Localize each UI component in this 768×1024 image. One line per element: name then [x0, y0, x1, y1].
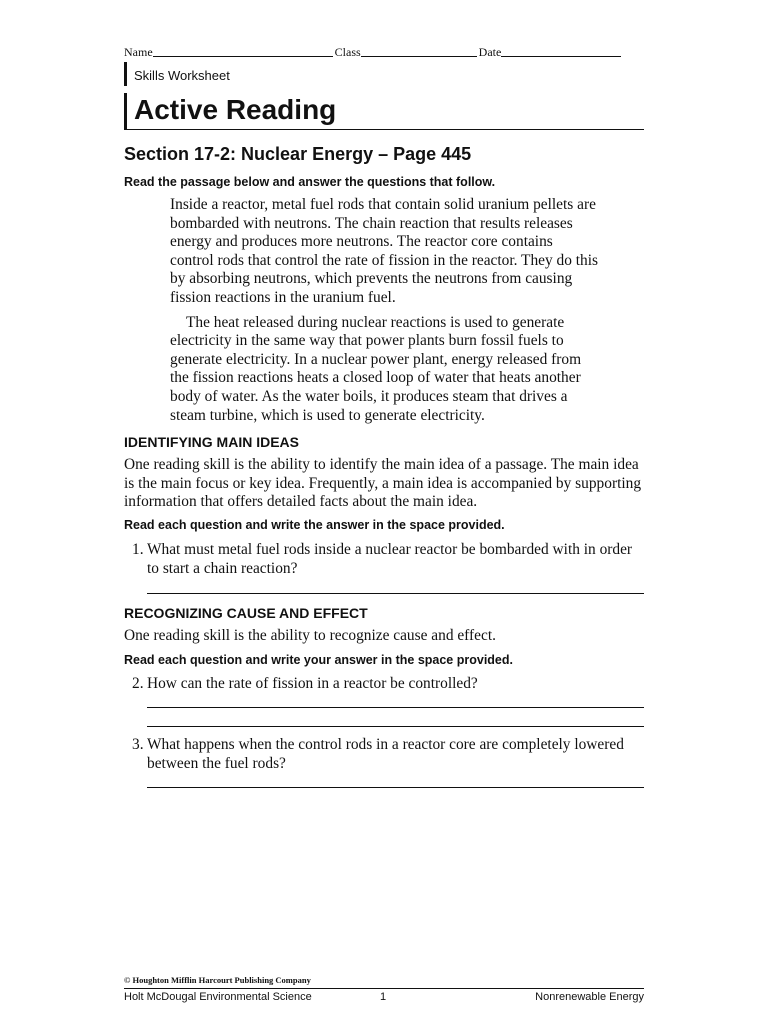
question-2 [124, 675, 644, 694]
section-heading: Section 17-2: Nuclear Energy – Page 445 [124, 144, 472, 164]
passage-paragraph-2: The heat released during nuclear reactions is used to generate electricity in the same way that power plants burn fossil fuels to generate electricity. In a nuclear power plant, energy released from the fission reactions heats a closed loop of water that heats another body of water. As the water boils, it produces steam that drives a steam turbine, which is used to generate electricity. [170, 313, 582, 424]
question-text: What must metal fuel rods inside a nuclear reactor be bombarded with in order to start a chain reaction? [147, 541, 633, 577]
title-bar [124, 93, 644, 130]
page-footer [124, 988, 644, 1007]
question-text: How can the rate of fission in a reactor be controlled? [147, 675, 478, 692]
date-field[interactable] [501, 45, 621, 57]
worksheet-type: Skills Worksheet [124, 62, 230, 86]
cause-effect-body: One reading skill is the ability to recognize cause and effect. [124, 627, 496, 644]
page-title: Active Reading [124, 93, 336, 129]
answer-line-2b[interactable] [147, 726, 644, 727]
answer-line-3[interactable] [147, 787, 644, 788]
cause-effect-heading: RECOGNIZING CAUSE AND EFFECT [124, 605, 368, 621]
name-field[interactable] [153, 45, 333, 57]
date-label: Date [478, 45, 502, 59]
footer-chapter: Nonrenewable Energy [535, 991, 644, 1003]
answer-line-2a[interactable] [147, 707, 644, 708]
main-ideas-body: One reading skill is the ability to identify the main idea of a passage. The main idea is the main focus or key idea. Frequently, a main idea is accompanied by supporting information that offers detailed facts about the main idea. [124, 456, 642, 511]
page-number: 1 [380, 991, 387, 1003]
question-number: 1. [132, 541, 144, 558]
name-class-date-row [124, 45, 644, 60]
name-label: Name [124, 45, 153, 59]
main-ideas-heading: IDENTIFYING MAIN IDEAS [124, 434, 300, 450]
reading-passage [170, 196, 600, 431]
class-field[interactable] [361, 45, 477, 57]
question-text: What happens when the control rods in a reactor core are completely lowered between the fuel rods? [147, 736, 624, 772]
question-number: 3. [132, 736, 144, 753]
question-1 [124, 541, 644, 578]
passage-instruction: Read the passage below and answer the questions that follow. [124, 175, 496, 189]
cause-effect-instruction: Read each question and write your answer in the space provided. [124, 653, 513, 667]
copyright-notice: © Houghton Mifflin Harcourt Publishing Company [124, 975, 311, 985]
passage-paragraph-1: Inside a reactor, metal fuel rods that contain solid uranium pellets are bombarded with neutrons. The chain reaction that results releases energy and produces more neutrons. The reactor core contains control rods that control the rate of fission in the reactor. They do this by absorbing neutrons, which prevents the neutrons from causing fission reactions in the uranium fuel. [170, 196, 598, 306]
class-label: Class [334, 45, 361, 59]
question-3 [124, 736, 644, 773]
main-ideas-instruction: Read each question and write the answer in the space provided. [124, 518, 505, 532]
footer-book-title: Holt McDougal Environmental Science [124, 991, 312, 1003]
question-number: 2. [132, 675, 144, 692]
answer-line-1[interactable] [147, 593, 644, 594]
